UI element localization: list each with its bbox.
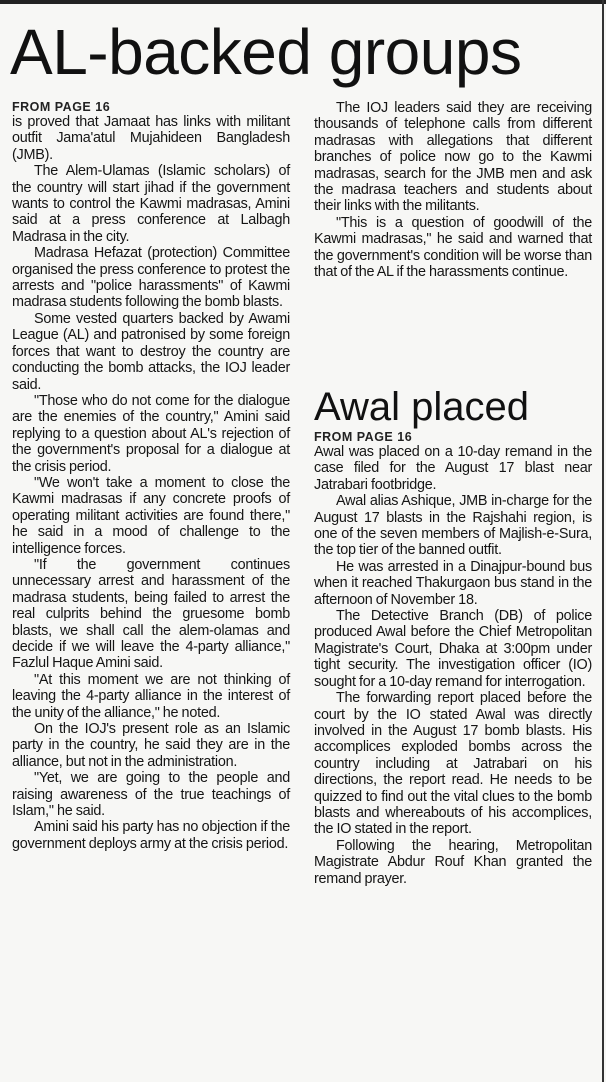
story2-paragraph: He was arrested in a Dinajpur-bound bus when it reached Thakurgaon bus stand in the afternoon of November 18. xyxy=(314,558,592,608)
story1-paragraph: is proved that Jamaat has links with militant outfit Jama'atul Mujahideen Bangladesh (JMB). xyxy=(12,114,290,163)
story1-paragraph: Madrasa Hefazat (protection) Committee organised the press conference to protest the arrests and "police harassments" of Kawmi madrasa students following the bomb blasts. xyxy=(12,245,290,311)
main-headline: AL-backed groups xyxy=(10,16,522,88)
story2-paragraph: The forwarding report placed before the court by the IO stated Awal was directly involved in the August 17 bomb blasts. His accomplices exploded bombs across the country including at Jatrabari on his directions, the report read. He needs to be quizzed to find out the vital clues to the bomb blasts and whereabouts of his accomplices, the IO stated in the report. xyxy=(314,690,592,838)
story1-paragraph: "If the government continues unnecessary arrest and harassment of the madrasa students, being failed to arrest the real culprits behind the gruesome bomb blasts, we shall call the alem-olamas and decide if we will leave the 4-party alliance," Fazlul Haque Amini said. xyxy=(12,556,290,672)
story2-paragraph: Following the hearing, Metropolitan Magistrate Abdur Rouf Khan granted the remand prayer. xyxy=(314,837,592,887)
second-headline: Awal placed xyxy=(314,385,529,429)
story2-paragraph: The Detective Branch (DB) of police produced Awal before the Chief Metropolitan Magistrate's Court, Dhaka at 3:00pm under tight security. The investigation officer (IO) sought for a 10-day remand for interrogation. xyxy=(314,608,592,690)
story1-right-column xyxy=(314,100,592,280)
story2-paragraph: Awal alias Ashique, JMB in-charge for the August 17 blasts in the Rajshahi region, is one of the seven members of Majlish-e-Sura, the top tier of the banned outfit. xyxy=(314,493,592,559)
story2-paragraph: Awal was placed on a 10-day remand in the case filed for the August 17 blast near Jatrabari footbridge. xyxy=(314,444,592,493)
story1-kicker: FROM PAGE 16 xyxy=(12,100,111,114)
right-edge-rule xyxy=(602,0,604,1082)
story1-paragraph: "Those who do not come for the dialogue are the enemies of the country," Amini said replying to a question about AL's rejection of the government's proposal for a dialogue at the crisis period. xyxy=(12,392,290,475)
story1-left-column xyxy=(12,100,290,852)
story1-paragraph: Amini said his party has no objection if the government deploys army at the crisis period. xyxy=(12,819,290,852)
story1-paragraph: On the IOJ's present role as an Islamic party in the country, he said they are in the alliance, but not in the administration. xyxy=(12,721,290,770)
story1-paragraph: "We won't take a moment to close the Kawmi madrasas if any concrete proofs of operating militant activities are found there," he said in a mood of challenge to the intelligence forces. xyxy=(12,474,290,557)
story2-kicker: FROM PAGE 16 xyxy=(314,430,413,444)
story1-paragraph: "Yet, we are going to the people and raising awareness of the true teachings of Islam," he said. xyxy=(12,770,290,820)
story2-column xyxy=(314,430,592,887)
story1-paragraph: The IOJ leaders said they are receiving thousands of telephone calls from different madrasas with allegations that different branches of police now go to the Kawmi madrasas, search for the JMB men and ask the madrasa teachers and students about their links with the militants. xyxy=(314,100,592,215)
story1-paragraph: The Alem-Ulamas (Islamic scholars) of the country will start jihad if the government wants to control the Kawmi madrasas, Amini said at a press conference at Lalbagh Madrasa in the city. xyxy=(12,163,290,245)
story1-paragraph: Some vested quarters backed by Awami League (AL) and patronised by some foreign forces that want to destroy the country are conducting the bomb attacks, the IOJ leader said. xyxy=(12,310,290,393)
story1-paragraph: "This is a question of goodwill of the Kawmi madrasas," he said and warned that the government's condition will be worse than that of the AL if the harassments continue. xyxy=(314,214,592,281)
story1-paragraph: "At this moment we are not thinking of leaving the 4-party alliance in the interest of the unity of the alliance," he noted. xyxy=(12,671,290,721)
